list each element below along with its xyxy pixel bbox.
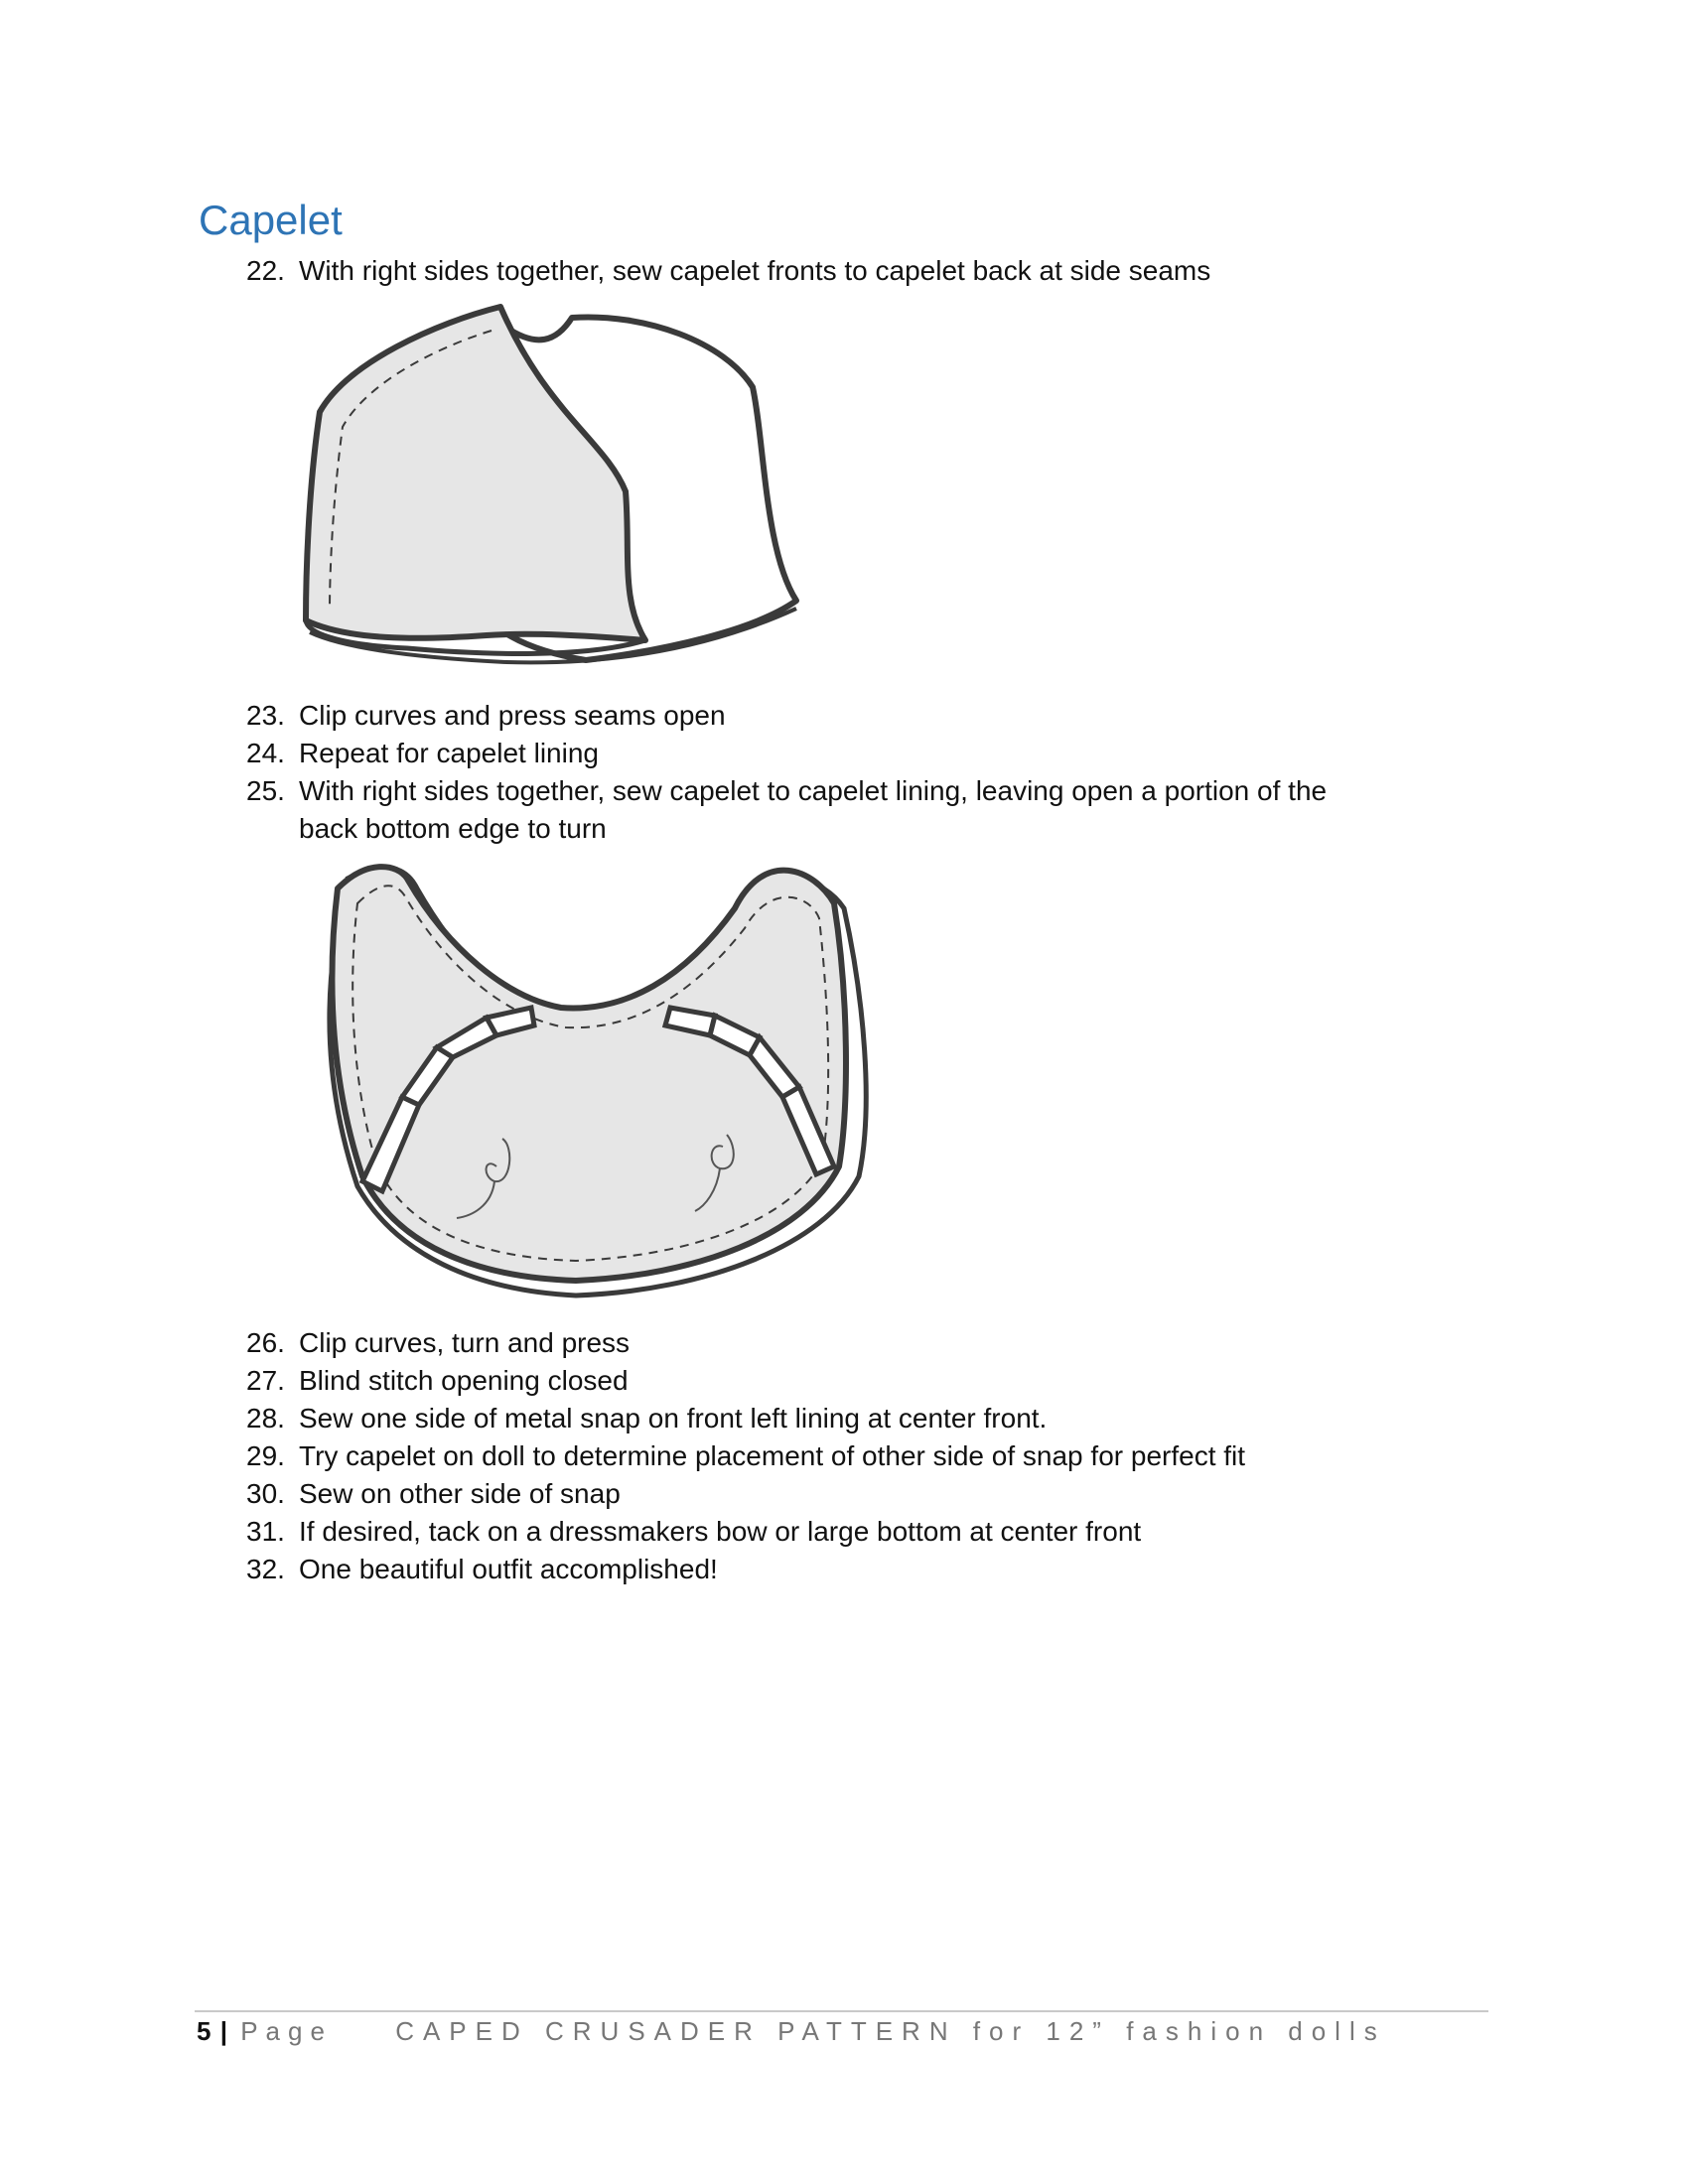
step-number: 26. (246, 1327, 285, 1358)
step-27 (246, 1362, 1468, 1400)
step-text: Repeat for capelet lining (299, 738, 599, 768)
step-29 (246, 1437, 1468, 1475)
step-26 (246, 1324, 1468, 1362)
step-number: 29. (246, 1440, 285, 1471)
step-text: Sew on other side of snap (299, 1478, 621, 1509)
step-30 (246, 1475, 1468, 1513)
step-28 (246, 1400, 1468, 1437)
step-text: With right sides together, sew capelet fronts to capelet back at side seams (299, 255, 1211, 286)
step-23 (246, 697, 1468, 735)
capelet-side-seam-illustration (288, 293, 824, 670)
step-number: 23. (246, 700, 285, 731)
step-31 (246, 1513, 1468, 1551)
step-text: Clip curves, turn and press (299, 1327, 631, 1358)
page-label: Page (240, 2016, 333, 2046)
step-number: 24. (246, 738, 285, 768)
step-text: With right sides together, sew capelet to capelet lining, leaving open a portion of the back bottom edge to turn (299, 775, 1328, 844)
step-22 (246, 252, 1468, 290)
step-number: 22. (246, 255, 285, 286)
section-title: Capelet (199, 197, 343, 243)
step-text: Try capelet on doll to determine placement of other side of snap for perfect fit (299, 1440, 1246, 1471)
step-25 (246, 772, 1468, 848)
footer-divider (195, 2010, 1488, 2012)
step-number: 31. (246, 1516, 285, 1547)
step-text: Blind stitch opening closed (299, 1365, 629, 1396)
step-number: 25. (246, 775, 285, 806)
step-24 (246, 735, 1468, 772)
step-32 (246, 1551, 1468, 1588)
page-footer (197, 2016, 1386, 2047)
step-number: 28. (246, 1403, 285, 1433)
step-number: 27. (246, 1365, 285, 1396)
step-text: Sew one side of metal snap on front left lining at center front. (299, 1403, 1048, 1433)
document-title: CAPED CRUSADER PATTERN for 12” fashion dolls (395, 2016, 1386, 2046)
page-number: 5 (197, 2016, 211, 2046)
step-text: Clip curves and press seams open (299, 700, 726, 731)
step-text: If desired, tack on a dressmakers bow or large bottom at center front (299, 1516, 1142, 1547)
step-text: One beautiful outfit accomplished! (299, 1554, 718, 1584)
step-number: 30. (246, 1478, 285, 1509)
capelet-lining-illustration (308, 849, 884, 1305)
step-number: 32. (246, 1554, 285, 1584)
footer-separator: | (219, 2016, 227, 2046)
